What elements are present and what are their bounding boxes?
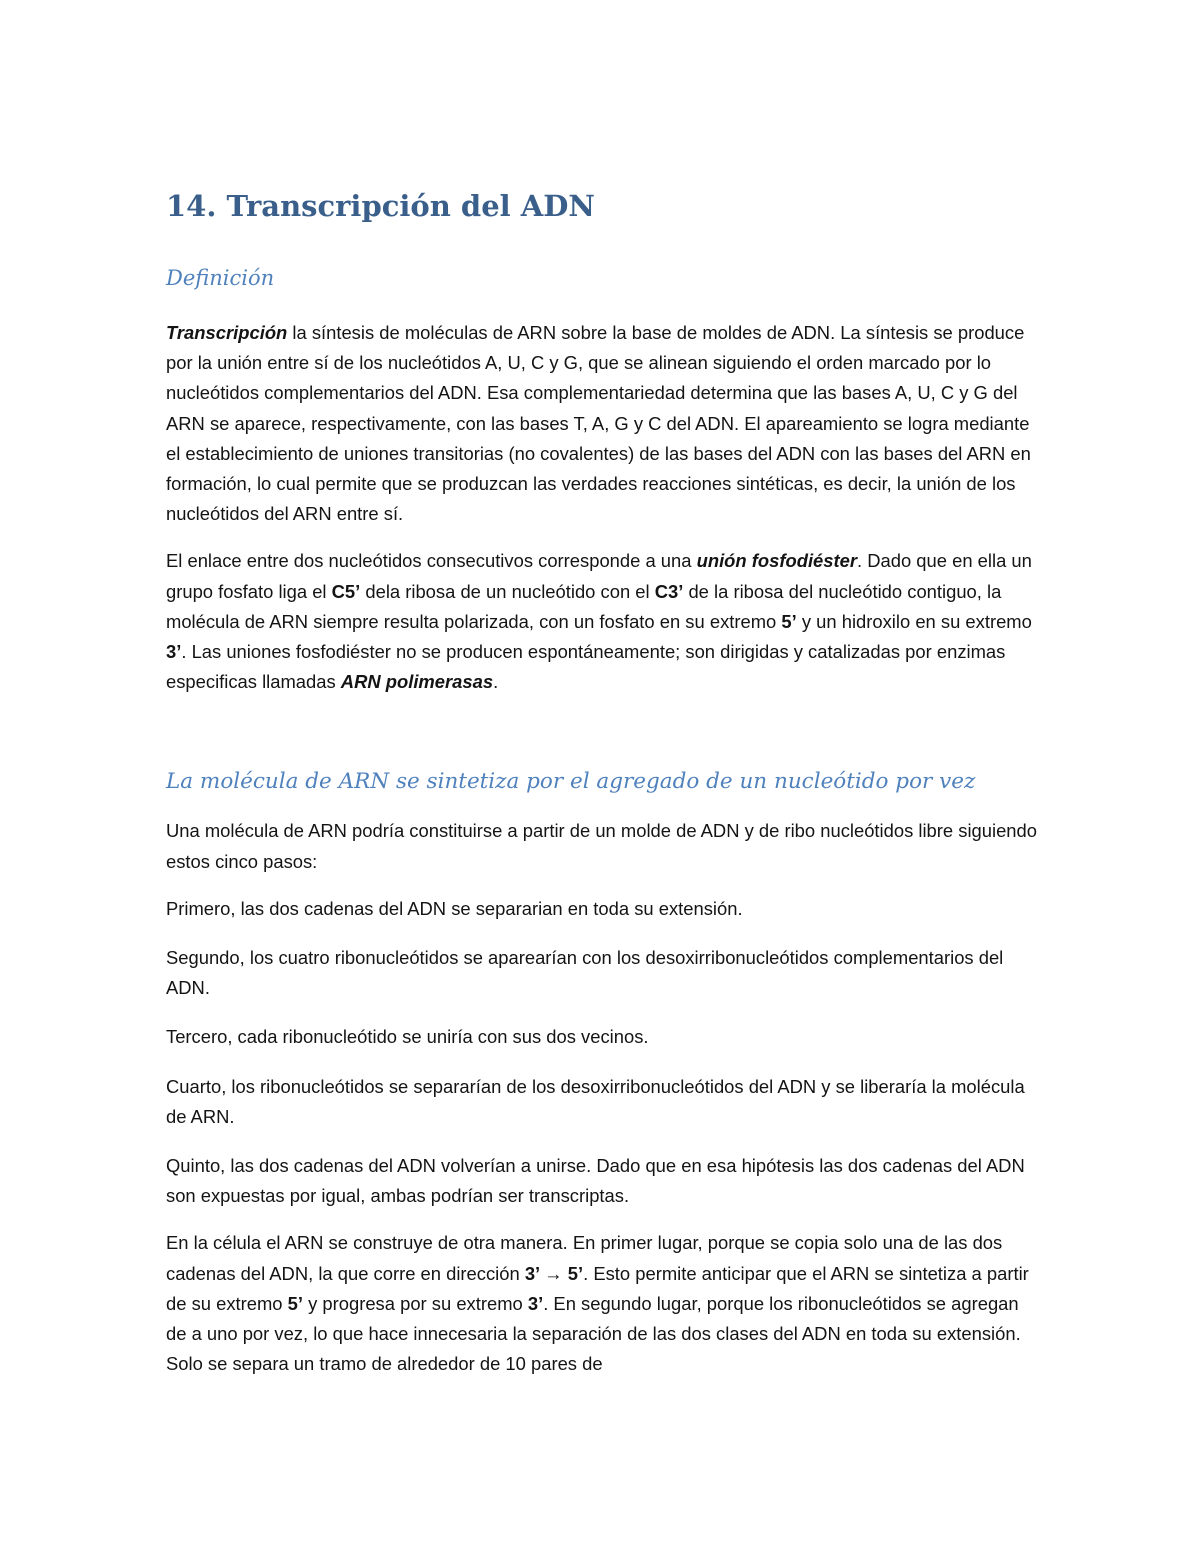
section-heading-definicion: Definición	[166, 266, 275, 290]
term-transcripcion: Transcripción	[166, 322, 288, 343]
document-body	[166, 186, 1042, 1379]
paragraph-text: . En segundo lugar, porque los ribonucleótidos se agregan de a uno por vez, lo que hace innecesaria la separación de las dos clases del ADN en toda su extensión. Solo se separa un tramo de alrededor de 10 pares de	[166, 1292, 1021, 1375]
paragraph-cell-arn	[166, 1228, 1042, 1379]
page-title: 14. Transcripción del ADN	[166, 189, 595, 223]
term-union-fosfodiester: unión fosfodiéster	[696, 550, 858, 572]
paragraph-text: . Esto permite anticipar que el ARN se sintetiza a partir de su extremo	[166, 1262, 1029, 1314]
paragraph-text: El enlace entre dos nucleótidos consecutivos corresponde a una	[166, 550, 697, 572]
paragraph-text: y un hidroxilo en su extremo	[796, 610, 1032, 632]
paragraph-text: y progresa por su extremo	[302, 1292, 528, 1314]
end-5-label: 5’	[287, 1292, 303, 1314]
paragraph-text: . Dado que en ella un grupo fosfato liga el	[166, 550, 1032, 602]
end-3-label: 3’	[166, 641, 182, 663]
term-arn-polimerasas: ARN polimerasas	[340, 671, 494, 693]
section-heading-sintesis: La molécula de ARN se sintetiza por el agregado de un nucleótido por vez	[166, 769, 976, 795]
paragraph-text: dela ribosa de un nucleótido con el	[360, 580, 655, 602]
paragraph-intro-steps: Una molécula de ARN podría constituirse a partir de un molde de ADN y de ribo nucleótidos libre siguiendo estos cinco pasos:	[166, 820, 1037, 872]
paragraph-text: En la célula el ARN se construye de otra manera. En primer lugar, porque se copia solo una de las dos cadenas del ADN, la que corre en dirección	[166, 1232, 1003, 1284]
carbon-5-label: C5’	[331, 580, 361, 602]
step-3: Tercero, cada ribonucleótido se uniría con sus dos vecinos.	[166, 1026, 649, 1048]
step-5: Quinto, las dos cadenas del ADN volverían a unirse. Dado que en esa hipótesis las dos cadenas del ADN son expuestas por igual, ambas podrían ser transcriptas.	[166, 1155, 1025, 1207]
paragraph-fosfodiester	[166, 546, 1042, 697]
paragraph-text: la síntesis de moléculas de ARN sobre la base de moldes de ADN. La síntesis se produce por la unión entre sí de los nucleótidos A, U, C y G, que se alinean siguiendo el orden marcado por lo nucleótidos complementarios del ADN. Esa complementariedad determina que las bases A, U, C y G del ARN se aparece, respectivamente, con las bases T, A, G y C del ADN. El apareamiento se logra mediante el establecimiento de uniones transitorias (no covalentes) de las bases del ADN con las bases del ARN en formación, lo cual permite que se produzcan las verdades reacciones sintéticas, es decir, la unión de los nucleótidos del ARN entre sí.	[166, 322, 1031, 525]
paragraph-text: de la ribosa del nucleótido contiguo, la molécula de ARN siempre resulta polarizada, con un fosfato en su extremo	[166, 580, 1002, 632]
paragraph-definition	[166, 318, 1042, 529]
direction-label: 3’ → 5’	[524, 1262, 584, 1284]
step-4: Cuarto, los ribonucleótidos se separarían de los desoxirribonucleótidos del ADN y se liberaría la molécula de ARN.	[166, 1075, 1025, 1127]
end-5-label: 5’	[781, 610, 797, 632]
step-2: Segundo, los cuatro ribonucleótidos se aparearían con los desoxirribonucleótidos complementarios del ADN.	[166, 947, 1004, 999]
paragraph-text: .	[493, 671, 499, 693]
carbon-3-label: C3’	[654, 580, 684, 602]
paragraph-text: . Las uniones fosfodiéster no se producen espontáneamente; son dirigidas y catalizadas por enzimas especificas llamadas	[166, 641, 1006, 693]
end-3-label: 3’	[527, 1292, 544, 1314]
step-1: Primero, las dos cadenas del ADN se separarian en toda su extensión.	[166, 897, 743, 919]
